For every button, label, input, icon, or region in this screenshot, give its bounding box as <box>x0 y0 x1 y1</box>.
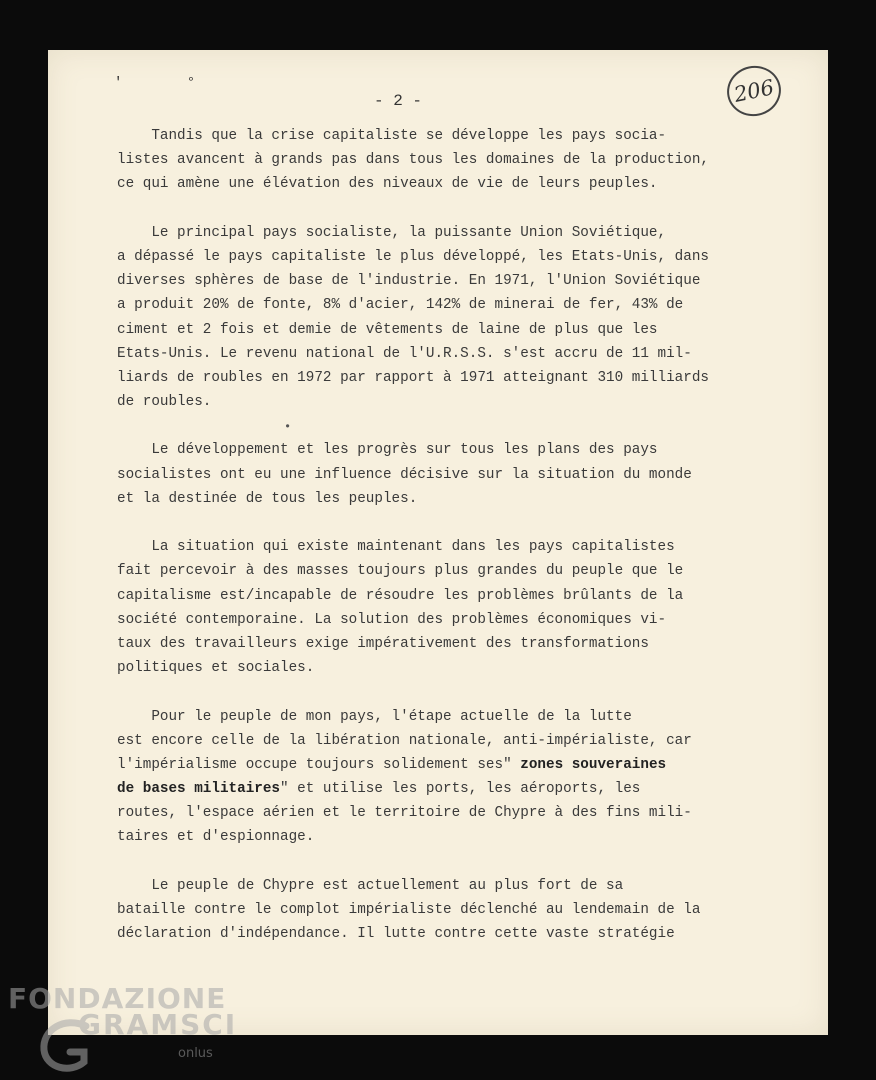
text-line: est encore celle de la libération nationale, anti-impérialiste, car <box>117 732 692 749</box>
text-line: liards de roubles en 1972 par rapport à 1971 atteignant 310 milliards <box>117 369 709 386</box>
corner-marks: ' ° <box>114 75 224 91</box>
paragraph-gap <box>117 511 797 535</box>
watermark-line1: FONDAZIONE <box>8 982 227 1015</box>
watermark-line3: onlus <box>178 1046 213 1061</box>
text-line: socialistes ont eu une influence décisive sur la situation du monde <box>117 466 692 483</box>
text-line: bataille contre le complot impérialiste déclenché au lendemain de la <box>117 902 701 918</box>
text-line: Pour le peuple de mon pays, l'étape actuelle de la lutte <box>117 708 632 725</box>
page-number: - 2 - <box>374 92 423 110</box>
watermark-line2: GRAMSCI <box>78 1008 238 1041</box>
text-line: de roubles. <box>117 394 212 411</box>
stray-mark: • <box>284 420 292 434</box>
text-line: et la destinée de tous les peuples. <box>117 490 418 507</box>
text-segment: " et utilise les ports, les aéroports, les <box>280 781 641 798</box>
text-line: listes avancent à grands pas dans tous les domaines de la production, <box>117 152 709 169</box>
paragraph-gap <box>117 197 797 221</box>
text-line: société contemporaine. La solution des problèmes économiques vi- <box>117 611 667 628</box>
text-line: fait percevoir à des masses toujours plus grandes du peuple que le <box>117 563 684 580</box>
typed-text-body <box>117 124 797 946</box>
text-line: La situation qui existe maintenant dans les pays capitalistes <box>117 539 675 556</box>
text-line: Le principal pays socialiste, la puissante Union Soviétique, <box>117 224 667 241</box>
text-line: taux des travailleurs exige impérativement des transformations <box>117 635 649 652</box>
text-line: a produit 20% de fonte, 8% d'acier, 142% de minerai de fer, 43% de <box>117 297 684 314</box>
text-segment: l'impérialisme occupe toujours solidement ses" <box>117 756 521 773</box>
text-line: Tandis que la crise capitaliste se développe les pays socia- <box>117 128 667 144</box>
text-line: taires et d'espionnage. <box>117 829 315 846</box>
bold-phrase: zones souveraines <box>520 756 667 773</box>
text-line: politiques et sociales. <box>117 660 315 677</box>
text-line: capitalisme est/incapable de résoudre les problèmes brûlants de la <box>117 587 684 604</box>
text-line: déclaration d'indépendance. Il lutte contre cette vaste stratégie <box>117 926 675 943</box>
bold-phrase: de bases militaires <box>117 781 281 798</box>
text-line: routes, l'espace aérien et le territoire de Chypre à des fins mili- <box>117 805 692 822</box>
paragraph-gap <box>117 680 797 704</box>
text-line-mixed <box>117 753 797 777</box>
text-line: a dépassé le pays capitaliste le plus développé, les Etats-Unis, dans <box>117 248 709 265</box>
text-line: Le peuple de Chypre est actuellement au plus fort de sa <box>117 877 624 894</box>
text-line: Etats-Unis. Le revenu national de l'U.R.S.S. s'est accru de 11 mil- <box>117 345 692 362</box>
paragraph-gap <box>117 850 797 874</box>
paragraph-gap <box>117 414 797 438</box>
text-line: ce qui amène une élévation des niveaux de vie de leurs peuples. <box>117 176 658 193</box>
text-line-mixed <box>117 777 797 801</box>
text-line: ciment et 2 fois et demie de vêtements de laine de plus que les <box>117 321 658 338</box>
fondazione-gramsci-watermark <box>8 982 238 1078</box>
text-line: diverses sphères de base de l'industrie. En 1971, l'Union Soviétique <box>117 273 701 290</box>
archive-number-text: 206 <box>731 75 777 107</box>
text-line: Le développement et les progrès sur tous les plans des pays <box>117 442 658 459</box>
